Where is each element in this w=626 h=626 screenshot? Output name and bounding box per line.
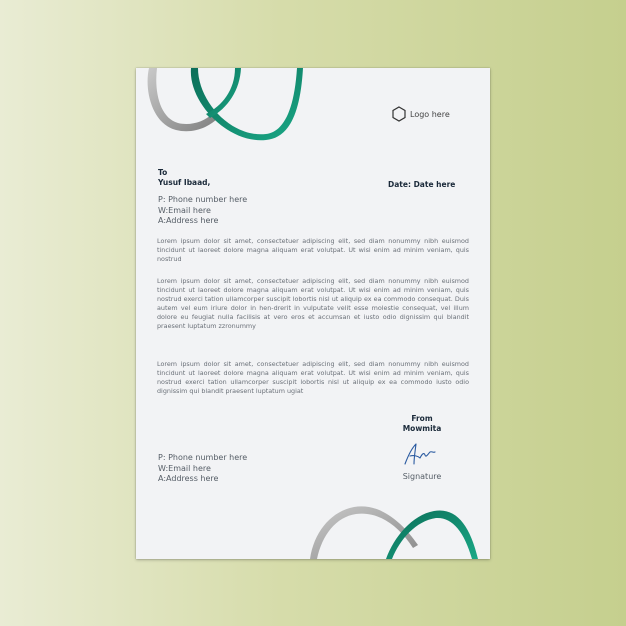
sender-block bbox=[392, 414, 452, 434]
recipient-name: Yusuf Ibaad, bbox=[158, 178, 211, 187]
email-text: W:Email here bbox=[158, 205, 211, 215]
phone-text: P: Phone number here bbox=[158, 453, 248, 462]
email-text: W:Email here bbox=[158, 463, 211, 473]
logo bbox=[392, 106, 450, 122]
signature-scribble-icon bbox=[402, 442, 438, 468]
to-label: To bbox=[158, 168, 168, 177]
address-text: A:Address here bbox=[158, 216, 219, 225]
logo-text: Logo here bbox=[410, 109, 450, 119]
address-text: A:Address here bbox=[158, 474, 219, 483]
top-ribbon-decoration bbox=[136, 68, 316, 150]
sender-name: Mowmita bbox=[402, 424, 442, 433]
phone-text: P: Phone number here bbox=[158, 195, 248, 204]
from-label: From bbox=[411, 414, 433, 423]
bottom-ribbon-decoration bbox=[310, 497, 490, 559]
contact-block-bottom bbox=[158, 453, 247, 485]
contact-block-top bbox=[158, 195, 247, 227]
body-paragraph-1: Lorem ipsum dolor sit amet, consectetuer adipiscing elit, sed diam nonummy nibh euismod tincidunt ut laoreet dolore magna aliquam erat volutpat. Ut wisi enim ad minim veniam, quis nostrud bbox=[157, 237, 469, 264]
date-text: Date: Date here bbox=[388, 180, 456, 189]
letterhead-page bbox=[136, 68, 490, 559]
hexagon-logo-icon bbox=[392, 106, 406, 122]
body-paragraph-2: Lorem ipsum dolor sit amet, consectetuer adipiscing elit, sed diam nonummy nibh euismod tincidunt ut laoreet dolore magna aliquam erat volutpat. Ut wisi enim ad minim veniam, quis nostrud exerci tation ullamcorper suscipit lobortis nisl ut aliquip ex ea commodo consequat. Duis autem vel eum iriure dolor in hen-drerit in vulputate velit esse molestie consequat, vel illum dolore eu feugiat nulla facilisis at vero eros et accumsan et iusto odio dignissim qui blandit praesent luptatum zzronummy bbox=[157, 277, 469, 331]
signature-label: Signature bbox=[402, 472, 442, 481]
recipient-block bbox=[158, 168, 210, 188]
body-paragraph-3: Lorem ipsum dolor sit amet, consectetuer adipiscing elit, sed diam nonummy nibh euismod tincidunt ut laoreet dolore magna aliquam erat volutpat. Ut wisi enim ad minim veniam, quis nostrud exerci tation ullamcorper suscipit lobortis nisl ut aliquip ex ea commodo iusto odio dignissim qui blandit praesent luptatum ugiat bbox=[157, 360, 469, 396]
